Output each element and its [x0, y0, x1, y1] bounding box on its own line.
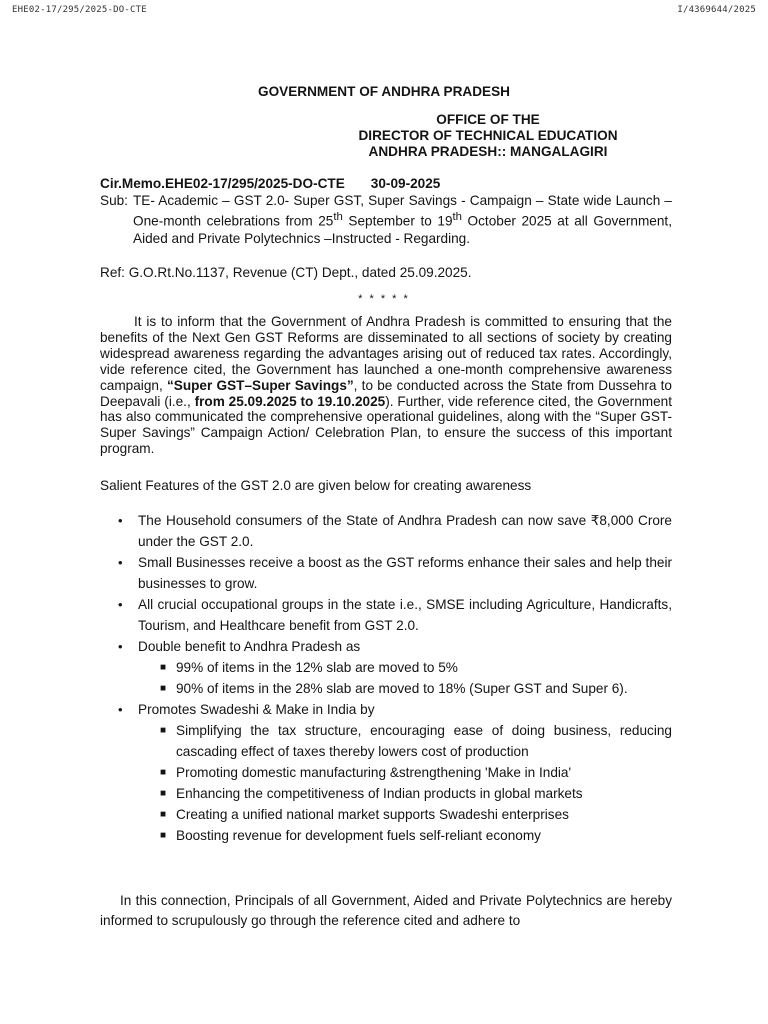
- sub-list-item: [118, 825, 672, 846]
- sub-list-item-text: Simplifying the tax structure, encouraging ease of doing business, reducing cascading effect of taxes thereby lowers cost of production: [176, 723, 672, 759]
- sub-list-item-text: 99% of items in the 12% slab are moved to 5%: [176, 660, 458, 675]
- square-bullet-icon: ■: [160, 683, 167, 694]
- separator-stars: * * * * *: [358, 293, 410, 305]
- intro-paragraph: [100, 314, 672, 457]
- subject-text: [133, 192, 672, 247]
- office-line-2: DIRECTOR OF TECHNICAL EDUCATION: [358, 128, 618, 143]
- subject-text-part: TE- Academic – GST 2.0- Super GST, Super Savings - Campaign – State wide Launch –One-month celebrations from 25: [133, 193, 672, 229]
- square-bullet-icon: ■: [160, 767, 167, 778]
- sub-list-item: [118, 783, 672, 804]
- memo-date: 30-09-2025: [370, 176, 441, 191]
- square-bullet-icon: ■: [160, 662, 167, 673]
- bullet-icon: •: [118, 513, 123, 528]
- subject-label: Sub:: [100, 193, 128, 208]
- subject-text-part: October 2025 at all Government, Aided and Private Polytechnics –Instructed - Regarding.: [133, 213, 672, 246]
- sub-list-item: [118, 762, 672, 783]
- sub-list-item: [118, 678, 672, 699]
- sub-list-item: [118, 804, 672, 825]
- list-item-text: Promotes Swadeshi & Make in India by: [138, 702, 375, 717]
- list-item: [118, 594, 672, 636]
- subject-text-part: September to 19: [342, 213, 453, 229]
- sub-list-item-text: Boosting revenue for development fuels self-reliant economy: [176, 828, 541, 843]
- sub-list-item: [118, 657, 672, 678]
- list-item: [118, 699, 672, 720]
- header-document-id: I/4369644/2025: [677, 5, 756, 15]
- subject-block: [100, 192, 672, 247]
- paragraph-text: It is to inform that the Government of Andhra Pradesh is committed to ensuring that the benefits of the Next Gen GST Reforms are disseminated to all sections of society by creating widespread awareness regarding the advantages arising out of reduced tax rates. Accordingly, vide reference cited, the Government has launched a one-month comprehensive awareness campaign,: [100, 314, 672, 393]
- bullet-icon: •: [118, 597, 123, 612]
- memo-line: [100, 176, 440, 191]
- sub-list-item-text: Creating a unified national market supports Swadeshi enterprises: [176, 807, 569, 822]
- list-item-text: Small Businesses receive a boost as the GST reforms enhance their sales and help their businesses to grow.: [138, 555, 672, 591]
- paragraph-text: ). Further, vide reference cited, the Government has also communicated the comprehensive operational guidelines, along with the “Super GST-Super Savings” Campaign Action/ Celebration Plan, to ensure the success of this important program.: [100, 393, 672, 457]
- list-item: [118, 636, 672, 657]
- office-line-3: ANDHRA PRADESH:: MANGALAGIRI: [368, 144, 608, 159]
- bullet-icon: •: [118, 702, 123, 717]
- subject-superscript: th: [333, 211, 343, 223]
- paragraph-text: , to be conducted across the State from Dussehra to Deepavali (i.e.,: [100, 377, 672, 409]
- list-item: [118, 552, 672, 594]
- bullet-icon: •: [118, 555, 123, 570]
- closing-paragraph: In this connection, Principals of all Government, Aided and Private Polytechnics are hereby informed to scrupulously go through the reference cited and adhere to: [100, 893, 672, 928]
- list-item: [118, 510, 672, 552]
- square-bullet-icon: ■: [160, 788, 167, 799]
- square-bullet-icon: ■: [160, 809, 167, 820]
- campaign-dates: from 25.09.2025 to 19.10.2025: [194, 393, 386, 409]
- document-title: GOVERNMENT OF ANDHRA PRADESH: [258, 84, 510, 99]
- list-item-text: The Household consumers of the State of Andhra Pradesh can now save ₹8,000 Crore under the GST 2.0.: [138, 513, 672, 549]
- campaign-name: “Super GST–Super Savings”: [166, 377, 354, 393]
- salient-features-heading: Salient Features of the GST 2.0 are given below for creating awareness: [100, 478, 532, 493]
- sub-list-item-text: Enhancing the competitiveness of Indian products in global markets: [176, 786, 583, 801]
- sub-list-item-text: Promoting domestic manufacturing &strengthening 'Make in India': [176, 765, 572, 780]
- office-line-1: OFFICE OF THE: [436, 112, 540, 127]
- header-file-number: EHE02-17/295/2025-DO-CTE: [12, 5, 147, 15]
- sub-list-item: [118, 720, 672, 762]
- features-list: [118, 510, 672, 846]
- office-block: [338, 112, 638, 160]
- square-bullet-icon: ■: [160, 830, 167, 841]
- square-bullet-icon: ■: [160, 725, 167, 736]
- bullet-icon: •: [118, 639, 123, 654]
- list-item-text: All crucial occupational groups in the state i.e., SMSE including Agriculture, Handicrafts, Tourism, and Healthcare benefit from GST 2.0.: [138, 597, 672, 633]
- list-item-text: Double benefit to Andhra Pradesh as: [138, 639, 361, 654]
- sub-list-item-text: 90% of items in the 28% slab are moved to 18% (Super GST and Super 6).: [176, 681, 628, 696]
- memo-number: Cir.Memo.EHE02-17/295/2025-DO-CTE: [100, 176, 345, 191]
- subject-superscript: th: [452, 211, 462, 223]
- reference-line: Ref: G.O.Rt.No.1137, Revenue (CT) Dept., dated 25.09.2025.: [100, 265, 472, 280]
